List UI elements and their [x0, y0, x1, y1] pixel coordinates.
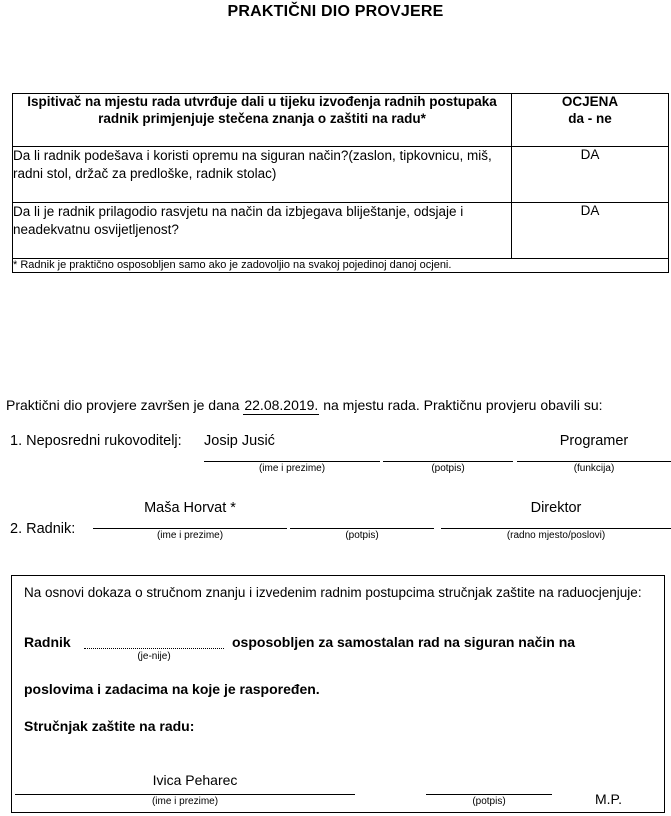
table-header-grade: [512, 94, 669, 147]
signatory-2-signature-caption: (potpis): [345, 530, 379, 541]
expert-signature-caption: (potpis): [472, 796, 506, 807]
signatory-1-role-rule: [517, 461, 671, 462]
signatory-2-role[interactable]: Direktor: [530, 500, 582, 516]
completion-text-after: na mjestu rada. Praktičnu provjeru obavili su:: [323, 397, 603, 413]
statement-line1-tail: osposobljen za samostalan rad na siguran način na: [232, 634, 576, 650]
signatory-1-role-caption: (funkcija): [573, 463, 615, 474]
je-nije-dotted-rule: [84, 648, 224, 649]
statement-expert-label: Stručnjak zaštite na radu:: [24, 718, 195, 734]
table-row: [13, 203, 669, 259]
table-header-row: [13, 94, 669, 147]
signatory-1-label: 1. Neposredni rukovoditelj:: [10, 433, 182, 449]
grade-cell-1[interactable]: DA: [512, 147, 669, 203]
stamp-label: M.P.: [595, 791, 622, 807]
assessment-table: [12, 93, 669, 273]
expert-signature-rule: [426, 794, 552, 795]
grade-cell-2[interactable]: DA: [512, 203, 669, 259]
signatory-1-name-caption: (ime i prezime): [258, 463, 326, 474]
question-cell-1: Da li radnik podešava i koristi opremu na siguran način?(zaslon, tipkovnicu, miš, radni stol, držač za predloške, radnik stolac): [13, 147, 512, 203]
statement-line2: poslovima i zadacima na koje je raspoređen.: [24, 681, 320, 697]
completion-text-before: Praktični dio provjere završen je dana: [6, 397, 240, 413]
signatory-1-signature-caption: (potpis): [431, 463, 465, 474]
statement-box: [11, 575, 665, 813]
table-footnote: * Radnik je praktično osposobljen samo ako je zadovoljio na svakoj pojedinoj danoj ocjeni.: [13, 259, 669, 273]
signatory-2-role-caption: (radno mjesto/poslovi): [506, 530, 606, 541]
signatory-1-role[interactable]: Programer: [559, 433, 629, 449]
signatory-1-name[interactable]: Josip Jusić: [204, 433, 275, 449]
signatory-1-name-rule: [204, 461, 380, 462]
signatory-2-name-rule: [93, 528, 287, 529]
signatory-2-label: 2. Radnik:: [10, 521, 76, 537]
expert-name[interactable]: Ivica Peharec: [152, 772, 238, 788]
signatory-2-role-rule: [441, 528, 671, 529]
table-row: [13, 147, 669, 203]
statement-paragraph: Na osnovi dokaza o stručnom znanju i izvedenim radnim postupcima stručnjak zaštite na raduocjenjuje:: [24, 585, 642, 600]
signatory-2-name[interactable]: Maša Horvat *: [144, 500, 236, 516]
page-title: PRAKTIČNI DIO PROVJERE: [227, 3, 444, 20]
table-header-grade-line1: OCJENA: [561, 94, 619, 109]
statement-radnik-label: Radnik: [24, 634, 71, 650]
question-cell-2: Da li je radnik prilagodio rasvjetu na način da izbjegava bliještanje, odsjaje i neadekvatnu osvijetljenost?: [13, 203, 512, 259]
expert-name-rule: [15, 794, 355, 795]
je-nije-caption: (je-nije): [137, 651, 171, 662]
table-header-grade-line2: da - ne: [568, 110, 612, 126]
expert-name-caption: (ime i prezime): [151, 796, 219, 807]
completion-date-field[interactable]: 22.08.2019.: [244, 397, 319, 413]
signatory-2-name-caption: (ime i prezime): [156, 530, 224, 541]
table-header-question: Ispitivač na mjestu rada utvrđuje dali u tijeku izvođenja radnih postupaka radnik primjenjuje stečena znanja o zaštiti na radu*: [13, 94, 512, 147]
completion-line: [6, 397, 603, 415]
signatory-1-signature-rule: [383, 461, 513, 462]
signatory-2-signature-rule: [290, 528, 434, 529]
table-footnote-row: [13, 259, 669, 273]
